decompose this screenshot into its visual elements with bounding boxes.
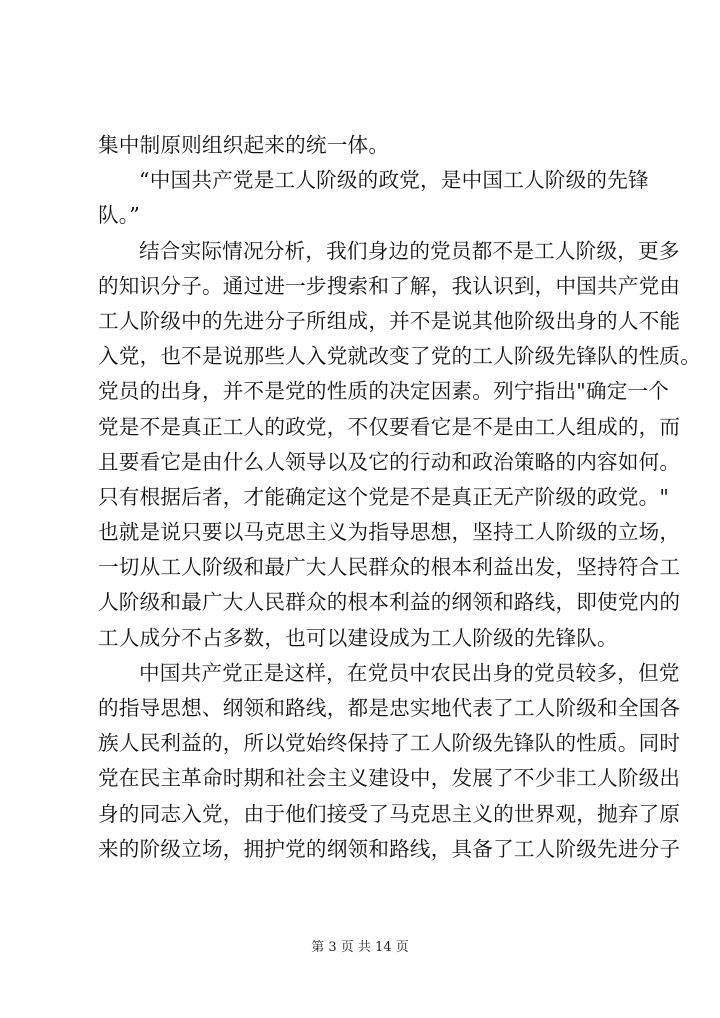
text-line: 且要看它是由什么人领导以及它的行动和政治策略的内容如何。 bbox=[98, 449, 681, 474]
text-line: 结合实际情况分析，我们身边的党员都不是工人阶级，更多 bbox=[139, 238, 680, 263]
text-line: 集中制原则组织起来的统一体。 bbox=[98, 133, 390, 157]
body-text bbox=[98, 128, 702, 867]
text-line: 也就是说只要以马克思主义为指导思想，坚持工人阶级的立场， bbox=[98, 520, 681, 545]
text-line: 入党，也不是说那些人入党就改变了党的工人阶级先锋队的性质。 bbox=[98, 344, 702, 369]
text-line: 来的阶级立场，拥护党的纲领和路线，具备了工人阶级先进分子 bbox=[98, 836, 681, 861]
text-line: 族人民利益的，所以党始终保持了工人阶级先锋队的性质。同时 bbox=[98, 731, 681, 756]
text-line: 的指导思想、纲领和路线，都是忠实地代表了工人阶级和全国各 bbox=[98, 696, 681, 720]
text-line: 只有根据后者，才能确定这个党是不是真正无产阶级的政党。" bbox=[98, 484, 670, 509]
text-line: 中国共产党正是这样，在党员中农民出身的党员较多，但党 bbox=[139, 660, 680, 685]
text-line: 身的同志入党，由于他们接受了马克思主义的世界观，抛弃了原 bbox=[98, 801, 681, 826]
text-line: 人阶级和最广大人民群众的根本利益的纲领和路线，即使党内的 bbox=[98, 590, 681, 615]
text-line: 党员的出身，并不是党的性质的决定因素。列宁指出"确定一个 bbox=[98, 379, 670, 404]
text-line: 工人成分不占多数，也可以建设成为工人阶级的先锋队。 bbox=[98, 625, 618, 650]
text-line: 党在民主革命时期和社会主义建设中，发展了不少非工人阶级出 bbox=[98, 766, 681, 791]
text-line: 党是不是真正工人的政党，不仅要看它是不是由工人组成的，而 bbox=[98, 414, 681, 439]
page-number-footer: 第 3 页 共 14 页 bbox=[311, 940, 409, 955]
text-line: 队。” bbox=[98, 203, 141, 228]
text-line: 工人阶级中的先进分子所组成，并不是说其他阶级出身的人不能 bbox=[98, 308, 681, 333]
text-line: “中国共产党是工人阶级的政党，是中国工人阶级的先锋 bbox=[139, 168, 649, 193]
text-line: 的知识分子。通过进一步搜索和了解，我认识到，中国共产党由 bbox=[98, 273, 681, 298]
text-line: 一切从工人阶级和最广大人民群众的根本利益出发，坚持符合工 bbox=[98, 555, 681, 580]
